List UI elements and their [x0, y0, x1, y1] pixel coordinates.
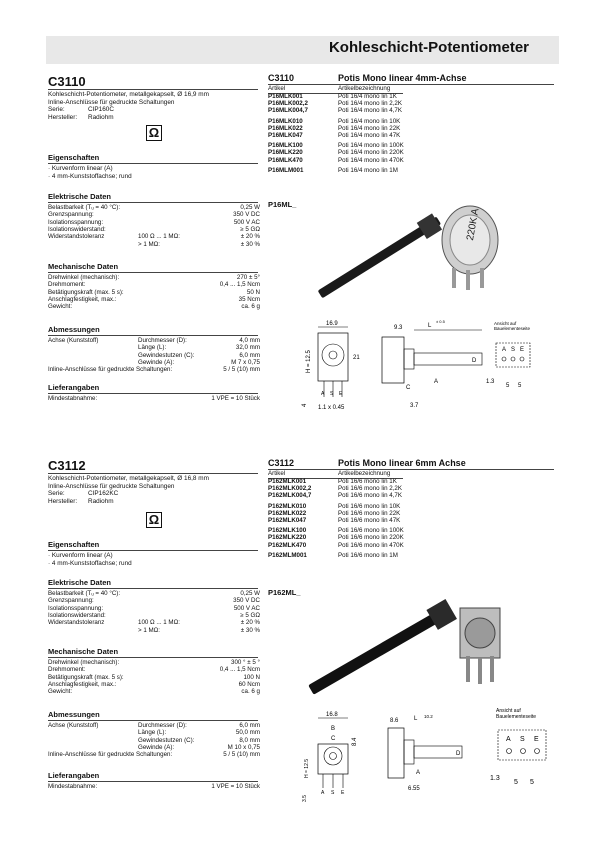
row-value: 0,25 W — [240, 590, 260, 597]
divider — [48, 89, 258, 90]
table-row — [268, 517, 404, 524]
manufacturer-logo: Ω — [146, 512, 162, 528]
dim-35: 3.5 — [302, 795, 308, 802]
row-label: Belastbarkeit (Tᵤ = 40 °C): — [48, 204, 121, 211]
row-value: 0,4 ... 1,5 Ncm — [219, 666, 260, 674]
list-item: · 4 mm-Kunststoffachse; rund — [48, 559, 132, 567]
dim-5a: 5 — [514, 779, 518, 786]
row-sublabel: Gewinde (A): — [138, 358, 175, 366]
row-value: 350 V DC — [233, 211, 260, 219]
row-value: 100 N — [243, 673, 260, 681]
dim-13: 1.3 — [486, 379, 495, 385]
divider — [48, 473, 258, 474]
table-row — [268, 503, 404, 510]
row-value: 500 V AC — [233, 604, 260, 612]
article-description: Poti 16/4 mono lin 1K — [338, 93, 397, 100]
list-item: · Kurvenform linear (A) — [48, 165, 113, 172]
section-elektrische-daten: Elektrische Daten — [48, 578, 258, 589]
row-value: ± 20 % — [240, 233, 260, 241]
list-item: · Kurvenform linear (A) — [48, 552, 113, 559]
table-row — [268, 149, 404, 156]
eigenschaften-list — [48, 552, 132, 567]
section-lieferangaben: Lieferangaben — [48, 771, 258, 782]
serie-label: Serie: — [48, 490, 65, 498]
pin-s-label: S — [520, 736, 525, 743]
row-label: Isolationsspannung: — [48, 218, 104, 226]
article-description: Poti 16/6 mono lin 10K — [338, 502, 401, 510]
row-sublabel: 100 Ω ... 1 MΩ: — [138, 619, 180, 627]
article-description: Poti 16/6 mono lin 220K — [338, 534, 404, 542]
section-mechanische-daten: Mechanische Daten — [48, 647, 258, 658]
table-row — [268, 478, 404, 485]
note-line: Ansicht auf — [496, 708, 521, 714]
row-label: Drehwinkel (mechanisch): — [48, 659, 120, 666]
table-title-c3110: Potis Mono linear 4mm-Achse — [338, 73, 467, 83]
pin — [466, 270, 470, 290]
hersteller-label: Hersteller: — [48, 497, 78, 505]
row-value: 5 / 5 (10) mm — [223, 366, 260, 374]
table-row — [268, 125, 404, 132]
article-description: Poti 16/6 mono lin 470K — [338, 541, 404, 549]
row-sublabel: > 1 MΩ: — [138, 240, 160, 248]
article-table-c3112 — [268, 478, 404, 559]
shaft — [308, 605, 452, 695]
hersteller-label: Hersteller: — [48, 113, 78, 121]
row-value: 50,0 mm — [235, 729, 260, 737]
row-label: Betätigungskraft (max. 5 s): — [48, 673, 124, 681]
article-number: P162MLK047 — [268, 517, 307, 525]
article-description: Poti 16/4 mono lin 220K — [338, 149, 404, 157]
section-eigenschaften: Eigenschaften — [48, 153, 258, 164]
side-outline — [388, 728, 404, 778]
table-row — [268, 118, 404, 125]
table-row — [268, 485, 404, 492]
front-circle — [324, 747, 342, 765]
pin — [490, 656, 494, 682]
potentiometer-photo-c3112 — [300, 588, 520, 698]
front-outline — [318, 333, 348, 381]
article-number: P162MLK022 — [268, 509, 307, 517]
liefer-label: Mindestabnahme: — [48, 395, 98, 402]
article-number: P162MLK010 — [268, 502, 307, 510]
dim-l: L — [428, 323, 432, 329]
article-description: Poti 16/4 mono lin 4,7K — [338, 107, 402, 115]
description-line: Kohleschicht-Potentiometer, metallgekapselt, Ø 16,8 mm — [48, 475, 209, 482]
article-description: Poti 16/4 mono lin 2,2K — [338, 100, 402, 108]
table-row — [268, 157, 404, 164]
dim-5b: 5 — [530, 779, 534, 786]
row-value: 8,0 mm — [239, 736, 260, 744]
product-tag-c3110: P16ML_ — [268, 200, 297, 209]
dim-h: H = 12.5 — [304, 758, 310, 778]
article-description: Poti 16/6 mono lin 1M — [338, 551, 398, 559]
pot-face — [465, 618, 495, 648]
col-artikel: Artikel — [268, 85, 286, 92]
article-number: P162MLK004,7 — [268, 492, 312, 500]
row-label: Drehwinkel (mechanisch): — [48, 274, 120, 281]
row-label: Anschlagfestigkeit, max.: — [48, 680, 117, 688]
table-header-c3112 — [268, 470, 390, 477]
table-code-c3110: C3110 — [268, 73, 295, 83]
article-description: Poti 16/6 mono lin 2,2K — [338, 485, 402, 493]
article-number: P162MLK220 — [268, 534, 307, 542]
row-label: Belastbarkeit (Tᵤ = 40 °C): — [48, 590, 121, 597]
description-line: Inline-Anschlüsse für gedruckte Schaltungen — [48, 482, 175, 490]
dim-h: H = 12.5 — [306, 350, 312, 373]
col-artikel: Artikel — [268, 470, 286, 477]
article-description: Poti 16/4 mono lin 22K — [338, 124, 401, 132]
table-row — [268, 100, 404, 107]
section-mechanische-daten: Mechanische Daten — [48, 262, 258, 273]
pin — [478, 658, 482, 684]
hersteller-value: Radiohm — [88, 497, 114, 505]
article-number: P16MLK001 — [268, 93, 303, 100]
row-label: Widerstandstoleranz — [48, 619, 105, 627]
row-label: Grenzspannung: — [48, 211, 94, 219]
pin — [480, 268, 484, 288]
dim-5b: 5 — [518, 383, 522, 389]
dim-l-tol: ± 0.5 — [436, 319, 445, 324]
liefer-label: Mindestabnahme: — [48, 783, 98, 790]
row-label: Drehmoment: — [48, 666, 86, 674]
section-abmessungen: Abmessungen — [48, 325, 258, 336]
article-description: Poti 16/4 mono lin 10K — [338, 117, 401, 125]
eigenschaften-list — [48, 165, 132, 180]
section-elektrische-daten: Elektrische Daten — [48, 192, 258, 203]
serie-value: CIP160C — [88, 106, 114, 114]
row-value: ± 30 % — [240, 626, 260, 634]
product-tag-c3112: P162ML_ — [268, 588, 301, 597]
pin-e-label: E — [534, 736, 539, 743]
table-row — [268, 534, 404, 541]
dim-d: D — [456, 751, 461, 757]
row-value: M 7 x 0,75 — [231, 358, 260, 366]
row-value: 0,25 W — [240, 204, 260, 211]
dim-l: L — [414, 716, 418, 722]
row-value: ± 30 % — [240, 240, 260, 248]
note-line: Bauelementeseite — [496, 714, 537, 720]
article-number: P162MLK001 — [268, 478, 307, 485]
pin-e: E — [341, 790, 345, 796]
article-number: P16MLK022 — [268, 124, 303, 132]
article-number: P16MLK004,7 — [268, 107, 308, 115]
pin — [452, 268, 456, 288]
row-value: ± 20 % — [240, 619, 260, 627]
dim-b: B — [331, 726, 336, 732]
row-value: 350 V DC — [233, 597, 260, 605]
section-lieferangaben: Lieferangaben — [48, 383, 258, 394]
row-value: M 10 x 0,75 — [227, 743, 260, 751]
dim-pins: 1.1 x 0.45 — [318, 405, 345, 411]
article-number: P16MLM001 — [268, 166, 304, 174]
row-value: ≥ 5 GΩ — [240, 611, 260, 619]
row-value: ≥ 5 GΩ — [240, 225, 260, 233]
table-row — [268, 552, 404, 559]
article-number: P16MLK002,2 — [268, 100, 308, 108]
front-circle — [322, 344, 344, 366]
row-label: Widerstandstoleranz — [48, 233, 105, 241]
table-row — [268, 167, 404, 174]
row-label: Isolationswiderstand: — [48, 611, 106, 619]
table-row — [268, 132, 404, 139]
pin-a-label: A — [506, 736, 511, 743]
row-sublabel: Länge (L): — [138, 344, 167, 352]
table-code-c3112: C3112 — [268, 458, 295, 468]
row-sublabel: Gewinde (A): — [138, 743, 175, 751]
row-label: Inline-Anschlüsse für gedruckte Schaltungen: — [48, 366, 173, 374]
row-label: Achse (Kunststoff) — [48, 722, 99, 729]
row-label: Grenzspannung: — [48, 597, 94, 605]
article-number: P16MLK220 — [268, 149, 303, 157]
dim-37: 3.7 — [410, 403, 419, 409]
dim-c-letter: C — [406, 385, 411, 391]
side-outline — [382, 337, 404, 383]
row-value: 270 ± 5° — [236, 274, 260, 281]
pin-a: A — [321, 790, 325, 796]
table-row — [268, 542, 404, 549]
dim-a: A — [416, 770, 421, 776]
dim-c: 9.3 — [394, 325, 403, 331]
article-description: Poti 16/6 mono lin 4,7K — [338, 492, 402, 500]
row-sublabel: Gewindestutzen (C): — [138, 351, 195, 359]
front-outline — [318, 744, 348, 774]
row-value: ca. 6 g — [241, 303, 260, 311]
table-row — [268, 492, 404, 499]
pin-s: S — [330, 391, 334, 397]
row-sublabel: > 1 MΩ: — [138, 626, 160, 634]
row-value: 32,0 mm — [235, 344, 260, 352]
dimension-drawing-c3112 — [296, 708, 561, 808]
row-label: Drehmoment: — [48, 281, 86, 289]
pin-a-label: A — [502, 347, 507, 353]
dim-a: A — [434, 379, 439, 385]
dim-c: C — [331, 736, 336, 742]
row-label: Betätigungskraft (max. 5 s): — [48, 288, 124, 296]
col-bezeichnung: Artikelbezeichnung — [338, 470, 391, 477]
pin — [466, 656, 470, 682]
row-sublabel: Durchmesser (D): — [138, 722, 187, 729]
col-bezeichnung: Artikelbezeichnung — [338, 85, 391, 92]
pin-e-label: E — [520, 347, 525, 353]
list-item: · 4 mm-Kunststoffachse; rund — [48, 172, 132, 180]
row-value: 35 Ncm — [238, 295, 260, 303]
dim-5a: 5 — [506, 383, 510, 389]
manufacturer-logo: Ω — [146, 125, 162, 141]
row-label: Isolationsspannung: — [48, 604, 104, 612]
dimension-drawing-c3110 — [300, 315, 560, 415]
note-line: Bauelementeseite — [494, 326, 531, 331]
article-number: P16MLK470 — [268, 156, 303, 164]
table-header-c3110 — [268, 85, 390, 92]
product-code-c3112: C3112 — [48, 458, 86, 473]
row-value: 300 ° ± 5 ° — [231, 659, 260, 666]
table-row — [268, 527, 404, 534]
note-line: Ansicht auf — [494, 321, 517, 326]
article-description: Poti 16/6 mono lin 47K — [338, 517, 401, 525]
side-shaft — [414, 746, 462, 758]
dim-84: 8.4 — [352, 737, 358, 746]
pin-a: A — [321, 391, 325, 397]
pot-marking: 220K A — [465, 207, 482, 242]
pin-e: E — [339, 391, 343, 397]
row-value: 6,0 mm — [239, 722, 260, 729]
row-sublabel: Durchmesser (D): — [138, 337, 187, 344]
article-number: P16MLK010 — [268, 117, 303, 125]
article-table-c3110 — [268, 93, 404, 174]
hersteller-value: Radiohm — [88, 113, 114, 121]
dim-4: 4 — [302, 403, 308, 407]
row-value: 5 / 5 (10) mm — [223, 751, 260, 759]
dim-d: D — [472, 358, 477, 364]
article-description: Poti 16/4 mono lin 47K — [338, 132, 401, 140]
pin-s: S — [331, 790, 335, 796]
table-row — [268, 510, 404, 517]
title-bar — [46, 36, 559, 64]
table-row — [268, 107, 404, 114]
section-eigenschaften: Eigenschaften — [48, 540, 258, 551]
dim-86: 8.6 — [390, 718, 399, 724]
row-label: Gewicht: — [48, 303, 73, 311]
article-description: Poti 16/4 mono lin 1M — [338, 166, 398, 174]
pin-s-label: S — [511, 347, 516, 353]
potentiometer-photo-c3110 — [300, 200, 510, 305]
article-number: P16MLK047 — [268, 132, 303, 140]
row-value: 60 Ncm — [238, 680, 260, 688]
row-value: 0,4 ... 1,5 Ncm — [219, 281, 260, 289]
row-value: 4,0 mm — [239, 337, 260, 344]
article-description: Poti 16/6 mono lin 22K — [338, 509, 401, 517]
row-label: Gewicht: — [48, 688, 73, 696]
table-row — [268, 142, 404, 149]
row-label: Isolationswiderstand: — [48, 225, 106, 233]
product-code-c3110: C3110 — [48, 74, 86, 89]
serie-label: Serie: — [48, 106, 65, 114]
article-number: P162MLK470 — [268, 541, 307, 549]
serie-value: CIP162KC — [88, 490, 119, 498]
liefer-value: 1 VPE = 10 Stück — [211, 395, 260, 402]
row-value: 6,0 mm — [239, 351, 260, 359]
dim-width: 16.8 — [326, 712, 338, 718]
pin-view — [498, 730, 546, 760]
description-line: Kohleschicht-Potentiometer, metallgekapselt, Ø 16,9 mm — [48, 91, 209, 98]
dim-13: 1.3 — [490, 775, 500, 782]
row-label: Achse (Kunststoff) — [48, 337, 99, 344]
row-value: 50 N — [246, 288, 260, 296]
table-title-c3112: Potis Mono linear 6mm Achse — [338, 458, 466, 468]
row-label: Anschlagfestigkeit, max.: — [48, 295, 117, 303]
row-sublabel: 100 Ω ... 1 MΩ: — [138, 233, 180, 241]
description-c3110 — [48, 91, 263, 121]
article-number: P16MLK100 — [268, 142, 303, 150]
row-value: ca. 6 g — [241, 688, 260, 696]
row-value: 500 V AC — [233, 218, 260, 226]
article-description: Poti 16/6 mono lin 1K — [338, 478, 397, 485]
description-c3112 — [48, 475, 263, 505]
article-number: P162MLM001 — [268, 551, 307, 559]
article-description: Poti 16/4 mono lin 470K — [338, 156, 404, 164]
page-title: Kohleschicht-Potentiometer — [328, 39, 529, 56]
article-number: P162MLK002,2 — [268, 485, 312, 493]
row-label: Inline-Anschlüsse für gedruckte Schaltungen: — [48, 751, 173, 759]
row-sublabel: Länge (L): — [138, 729, 167, 737]
row-sublabel: Gewindestutzen (C): — [138, 736, 195, 744]
article-number: P162MLK100 — [268, 527, 307, 535]
section-abmessungen: Abmessungen — [48, 710, 258, 721]
liefer-value: 1 VPE = 10 Stück — [211, 783, 260, 790]
dim-width: 16.9 — [326, 321, 338, 327]
dim-21: 21 — [353, 355, 360, 361]
dim-655: 6.55 — [408, 786, 420, 792]
table-row — [268, 93, 404, 100]
article-description: Poti 16/4 mono lin 100K — [338, 142, 404, 150]
description-line: Inline-Anschlüsse für gedruckte Schaltungen — [48, 98, 175, 106]
dim-l-tol: 10.2 — [424, 714, 433, 719]
article-description: Poti 16/6 mono lin 100K — [338, 527, 404, 535]
